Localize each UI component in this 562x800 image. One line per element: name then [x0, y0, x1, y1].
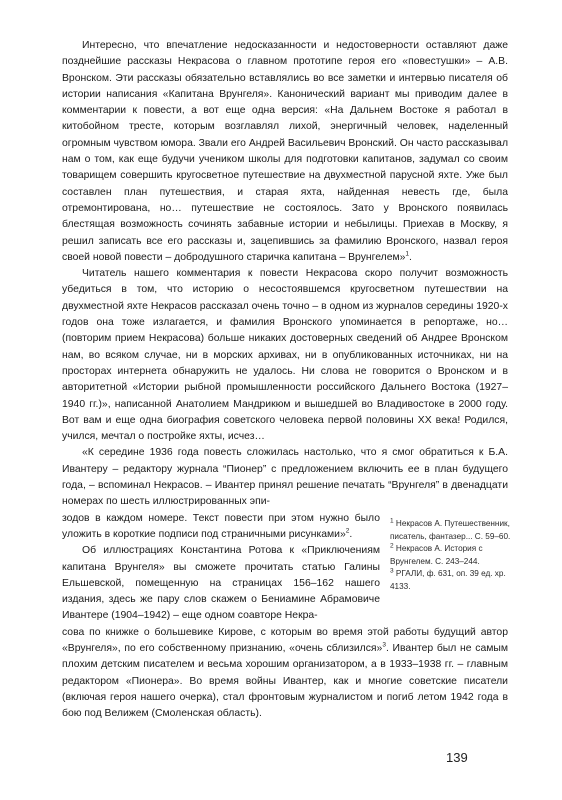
paragraph-quote-end: [62, 511, 380, 544]
footnote-3: [390, 568, 514, 593]
main-text: [62, 38, 511, 722]
paragraph-text: Интересно, что впечатление недосказанности и недостоверности оставляют даже позднейшие рассказы Некрасова о главном прототипе героя его «повестушки» – А.В. Вронском. Эти рассказы обязательно вставлялись во все заметки и интервью писателя об истории написания «Капитана Врунгеля». Канонический вариант мы приводим далее в комментарии к повести, а вот еще одна версия: «На Дальнем Востоке я работал в китобойном тресте, которым возглавлял лихой, энергичный человек, наделенный огромным чувством юмора. Звали его Андрей Васильевич Вронский. Он часто рассказывал нам о том, как еще будучи учеником школы для подготовки капитанов, задумал со своим товарищем совершить кругосветное путешествие на двухместной парусной яхте. Уже был составлен план путешествия, и старая яхта, найденная невесть где, была отремонтирована, но… путешествие не состоялось. Зато у Вронского появилась блестящая возможность сочинять забавные истории и небылицы. Приехав в Москву, я решил записать все его рассказы и, зацепившись за фамилию Вронского, назвал героя своей новой повести – добродушного старичка капитана – Врунгелем»: [62, 40, 509, 263]
paragraph-text: сова по книжке о большевике Кирове, с которым во время этой работы будущий автор «Врунгеля», по его собственному признанию, «очень сблизился»: [62, 626, 508, 654]
paragraph-text: .: [409, 251, 412, 263]
footnote-text: Некрасов А. История с Врунгелем. С. 243–244.: [390, 544, 483, 566]
footnote-ref: 3: [382, 641, 386, 649]
paragraph-text: .: [349, 528, 353, 540]
page-number: 139: [446, 750, 468, 765]
footnote-text: РГАЛИ, ф. 631, оп. 39 ед. хр. 4133.: [390, 569, 506, 591]
paragraph-ivanter: [62, 625, 508, 723]
paragraph-text: . Ивантер был не самым плохим детским писателем и весьма хорошим организатором, а в 1933–1938 гг. – главным редактором «Пионера». Во время войны Ивантер, как и многие советские писатели (включая героя нашего очерка), стал фронтовым журналистом и погиб летом 1942 года в бою под Велижем (Смоленская область).: [62, 642, 508, 720]
footnote-ref: 2: [345, 527, 350, 535]
paragraph-illustrations: Об иллюстрациях Константина Ротова к «Приключениям капитана Врунгеля» вы сможете прочитать статью Галины Ельшевской, помещенную на страницах 156–162 нашего издания, здесь же пару слов скажем о Бениамине Абрамовиче Ивантере (1904–1942) – еще одном соавторе Некра-: [62, 545, 380, 622]
paragraph-quote-start: «К середине 1936 года повесть сложилась настолько, что я смог обратиться к Б.А. Ивантеру – редактору журнала “Пионер” с предложением включить ее в план будущего года, – вспоминал Некрасов. – Ивантер принял решение печатать “Врунгеля” в двенадцати номерах по шесть иллюстрированных эпи-: [62, 447, 508, 508]
footnote-number: 3: [390, 567, 394, 575]
footnote-2: [390, 543, 514, 568]
footnote-number: 1: [390, 517, 394, 525]
footnote-ref: 1: [405, 250, 410, 258]
footnote-number: 2: [390, 542, 394, 550]
footnotes: [390, 518, 514, 594]
paragraph-vronsky: [62, 38, 508, 266]
paragraph-text: зодов в каждом номере. Текст повести при этом нужно было уложить в короткие подписи под страничными рисунками»: [62, 512, 380, 540]
footnote-text: Некрасов А. Путешественник, писатель, фантазер... С. 59–60.: [390, 519, 511, 541]
paragraph-commentary: Читатель нашего комментария к повести Некрасова скоро получит возможность убедиться в том, что историю о несостоявшемся кругосветном путешествии на двухместной яхте Некрасов рассказал очень точно – в одном из журналов середины 1920-х годов она тоже излагается, и фамилия Вронского упоминается в репортаже, но… (повторим прием Некрасова) больше никаких достоверных сведений об Андрее Вронском нам, во всяком случае, ни в морских архивах, ни в опубликованных источниках, ни на просторах интернета обнаружить не удалось. Ни слова не говорится о Вронском и в авторитетной «Истории рыбной промышленности российского Дальнего Востока (1927–1940 гг.)», написанной Анатолием Мандрикюм и вышедшей во Владивостоке в 2000 году. Вот вам и еще одна биография советского человека первой половины XX века! Родился, учился, мечтал о постройке яхты, исчез…: [62, 268, 508, 443]
footnote-1: [390, 518, 514, 543]
